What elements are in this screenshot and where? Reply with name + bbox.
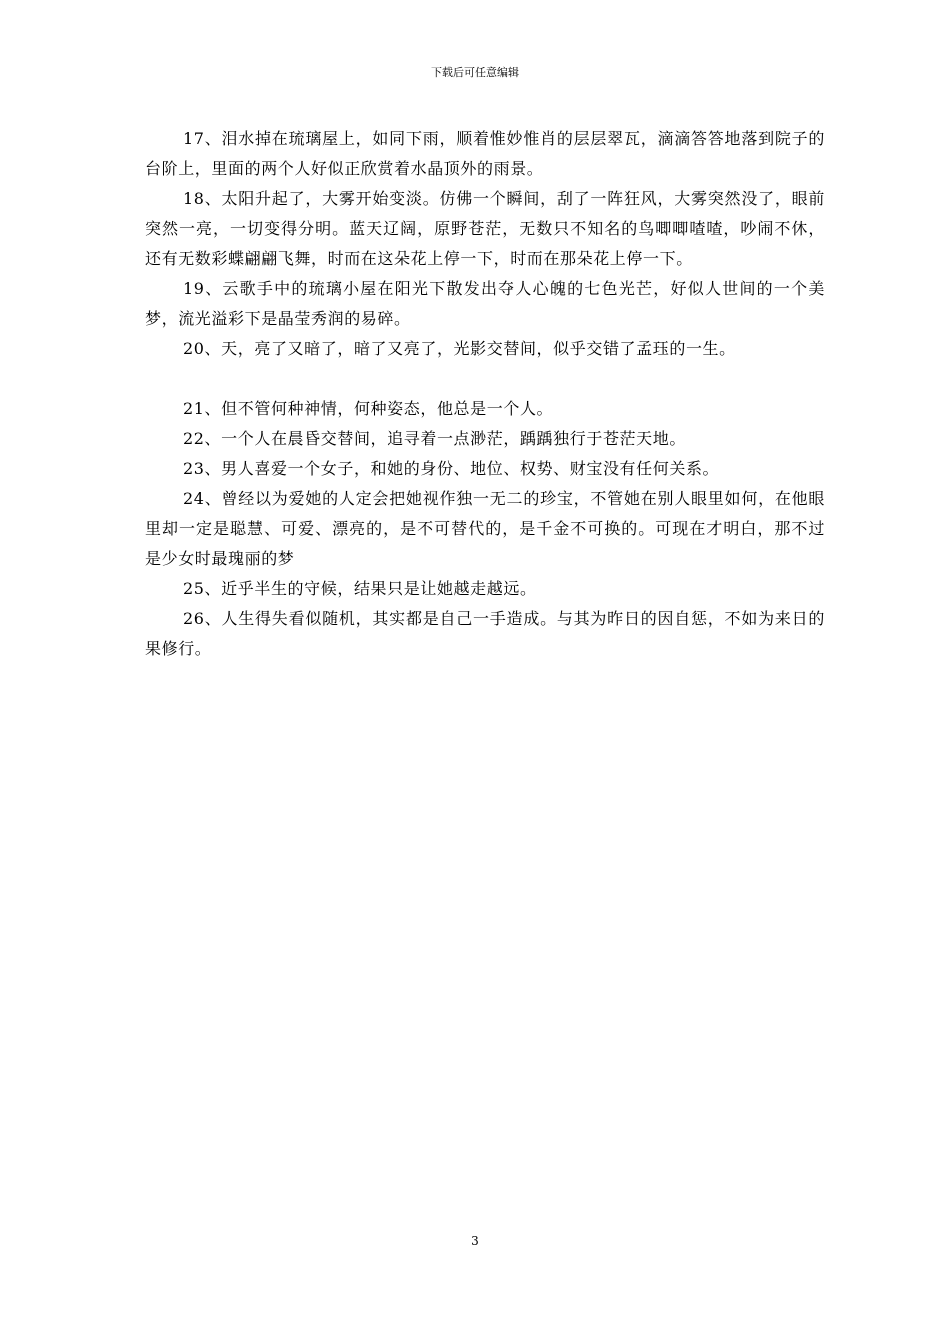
paragraph-25: 25、近乎半生的守候，结果只是让她越走越远。 [183,579,537,598]
document-body [145,124,825,664]
paragraph-21: 21、但不管何种神情，何种姿态，他总是一个人。 [183,399,554,418]
page-header: 下载后可任意编辑 [431,66,519,79]
paragraph-26: 26、人生得失看似随机，其实都是自己一手造成。与其为昨日的因自惩，不如为来日的果修行。 [145,609,825,658]
paragraph-spacer [145,364,825,394]
paragraph-24: 24、曾经以为爱她的人定会把她视作独一无二的珍宝，不管她在别人眼里如何，在他眼里却一定是聪慧、可爱、漂亮的，是不可替代的，是千金不可换的。可现在才明白，那不过是少女时最瑰丽的梦 [145,489,825,568]
paragraph-23: 23、男人喜爱一个女子，和她的身份、地位、权势、财宝没有任何关系。 [183,459,720,478]
paragraph-20: 20、天，亮了又暗了，暗了又亮了，光影交替间，似乎交错了孟珏的一生。 [183,339,736,358]
paragraph-19: 19、云歌手中的琉璃小屋在阳光下散发出夺人心魄的七色光芒，好似人世间的一个美梦，流光溢彩下是晶莹秀润的易碎。 [145,279,825,328]
paragraph-22: 22、一个人在晨昏交替间，追寻着一点渺茫，踽踽独行于苍茫天地。 [183,429,686,448]
paragraph-18: 18、太阳升起了，大雾开始变淡。仿佛一个瞬间，刮了一阵狂风，大雾突然没了，眼前突然一亮，一切变得分明。蓝天辽阔，原野苍茫，无数只不知名的鸟唧唧喳喳，吵闹不休，还有无数彩蝶翩翩飞舞，时而在这朵花上停一下，时而在那朵花上停一下。 [145,189,825,268]
page-number: 3 [471,1234,479,1248]
paragraph-17: 17、泪水掉在琉璃屋上，如同下雨，顺着惟妙惟肖的层层翠瓦，滴滴答答地落到院子的台阶上，里面的两个人好似正欣赏着水晶顶外的雨景。 [145,129,825,178]
